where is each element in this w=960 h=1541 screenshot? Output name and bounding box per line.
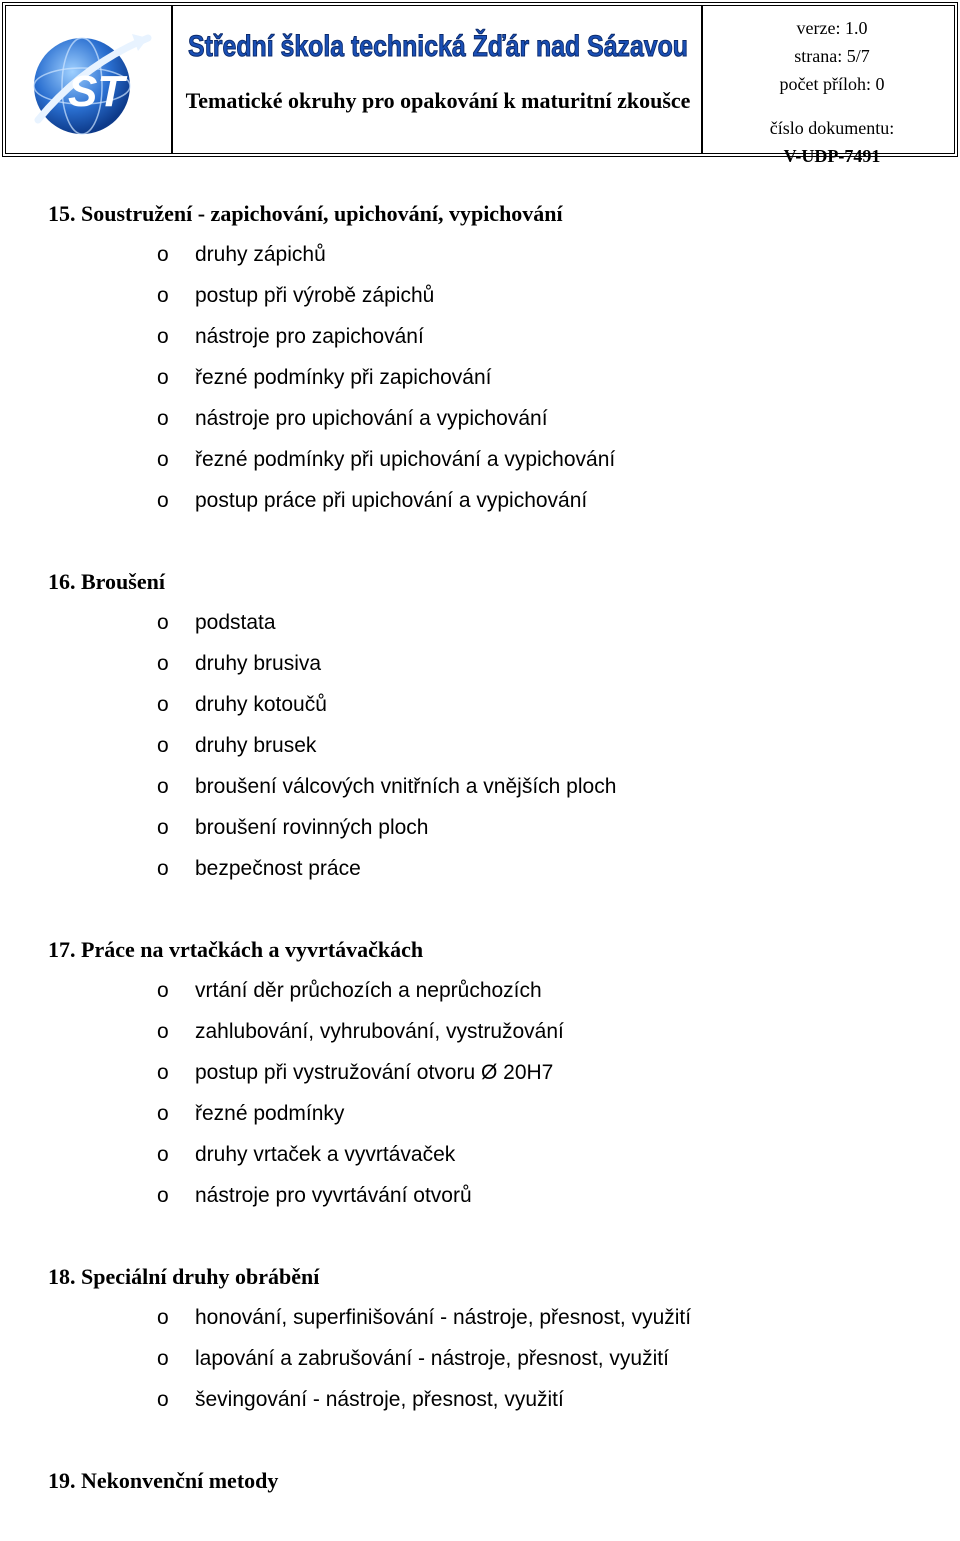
bullet-icon: o [157, 1388, 169, 1411]
page-number: strana: 5/7 [794, 46, 870, 66]
list-item [48, 234, 928, 275]
list-item-text: nástroje pro vyvrtávání otvorů [195, 1184, 472, 1207]
list-item [48, 1175, 928, 1216]
list-item-text: ševingování - nástroje, přesnost, využití [195, 1388, 564, 1411]
header-divider-right [701, 6, 703, 153]
bullet-icon: o [157, 366, 169, 389]
bullet-icon: o [157, 652, 169, 675]
list-item-text: postup práce při upichování a vypichování [195, 489, 588, 512]
topic-title: 15. Soustružení - zapichování, upichování, vypichování [48, 201, 563, 226]
bullet-icon: o [157, 1306, 169, 1329]
list-item-text: řezné podmínky při upichování a vypichování [195, 448, 616, 471]
list-item [48, 766, 928, 807]
list-item [48, 725, 928, 766]
list-item-text: honování, superfinišování - nástroje, přesnost, využití [195, 1306, 692, 1329]
header-divider-left [171, 6, 173, 153]
school-logo-icon [24, 24, 152, 142]
list-item-text: postup při výrobě zápichů [195, 284, 435, 307]
bullet-icon: o [157, 489, 169, 512]
list-item-text: broušení rovinných ploch [195, 816, 429, 839]
topic-section [48, 193, 928, 521]
topic-section [48, 1256, 928, 1420]
document-title: Tematické okruhy pro opakování k maturitní zkoušce [185, 88, 691, 113]
version: verze: 1.0 [796, 18, 868, 38]
list-item [48, 684, 928, 725]
list-item [48, 357, 928, 398]
list-item [48, 1134, 928, 1175]
list-item-text: druhy brusiva [195, 652, 322, 675]
document-header [2, 2, 958, 166]
bullet-icon: o [157, 448, 169, 471]
list-item-text: druhy zápichů [195, 243, 326, 266]
bullet-icon: o [157, 1020, 169, 1043]
list-item [48, 275, 928, 316]
bullet-icon: o [157, 407, 169, 430]
list-item [48, 1379, 928, 1420]
attachments-count: počet příloh: 0 [779, 74, 885, 94]
document-meta [706, 14, 958, 170]
bullet-icon: o [157, 693, 169, 716]
list-item-text: postup při vystružování otvoru Ø 20H7 [195, 1061, 554, 1084]
list-item [48, 1052, 928, 1093]
list-item [48, 1011, 928, 1052]
list-item-text: zahlubování, vyhrubování, vystružování [195, 1020, 564, 1043]
bullet-icon: o [157, 284, 169, 307]
list-item [48, 970, 928, 1011]
topic-section [48, 1460, 928, 1501]
list-item-text: druhy brusek [195, 734, 317, 757]
topic-title: 17. Práce na vrtačkách a vyvrtávačkách [48, 937, 424, 962]
topic-section [48, 929, 928, 1216]
list-item [48, 1338, 928, 1379]
bullet-icon: o [157, 1184, 169, 1207]
list-item-text: podstata [195, 611, 276, 634]
list-item-text: broušení válcových vnitřních a vnějších ploch [195, 775, 617, 798]
topic-title: 19. Nekonvenční metody [48, 1468, 279, 1493]
topic-title: 16. Broušení [48, 569, 165, 594]
list-item-text: nástroje pro upichování a vypichování [195, 407, 548, 430]
topic-section [48, 561, 928, 889]
list-item [48, 1297, 928, 1338]
bullet-icon: o [157, 1102, 169, 1125]
list-item [48, 602, 928, 643]
bullet-icon: o [157, 611, 169, 634]
bullet-icon: o [157, 775, 169, 798]
list-item [48, 316, 928, 357]
list-item-text: nástroje pro zapichování [195, 325, 424, 348]
list-item [48, 807, 928, 848]
bullet-icon: o [157, 857, 169, 880]
school-name-banner [184, 20, 792, 68]
doc-number: V-UDP-7491 [783, 146, 881, 166]
bullet-icon: o [157, 734, 169, 757]
list-item-text: bezpečnost práce [195, 857, 361, 880]
bullet-icon: o [157, 816, 169, 839]
list-item [48, 480, 928, 521]
topic-title: 18. Speciální druhy obrábění [48, 1264, 320, 1289]
list-item-text: druhy kotoučů [195, 693, 327, 716]
list-item [48, 643, 928, 684]
list-item-text: vrtání děr průchozích a neprůchozích [195, 979, 542, 1002]
bullet-icon: o [157, 1347, 169, 1370]
list-item-text: řezné podmínky při zapichování [195, 366, 492, 389]
bullet-icon: o [157, 1061, 169, 1084]
bullet-icon: o [157, 325, 169, 348]
svg-text:ST: ST [68, 67, 125, 116]
bullet-icon: o [157, 979, 169, 1002]
school-name: Střední škola technická Žďár nad Sázavou [188, 30, 792, 63]
list-item [48, 439, 928, 480]
topics-list [48, 193, 928, 1541]
bullet-icon: o [157, 1143, 169, 1166]
list-item-text: druhy vrtaček a vyvrtávaček [195, 1143, 456, 1166]
list-item [48, 848, 928, 889]
list-item [48, 1093, 928, 1134]
list-item-text: řezné podmínky [195, 1102, 345, 1125]
doc-number-label: číslo dokumentu: [769, 118, 895, 138]
bullet-icon: o [157, 243, 169, 266]
list-item-text: lapování a zabrušování - nástroje, přesnost, využití [195, 1347, 669, 1370]
list-item [48, 398, 928, 439]
